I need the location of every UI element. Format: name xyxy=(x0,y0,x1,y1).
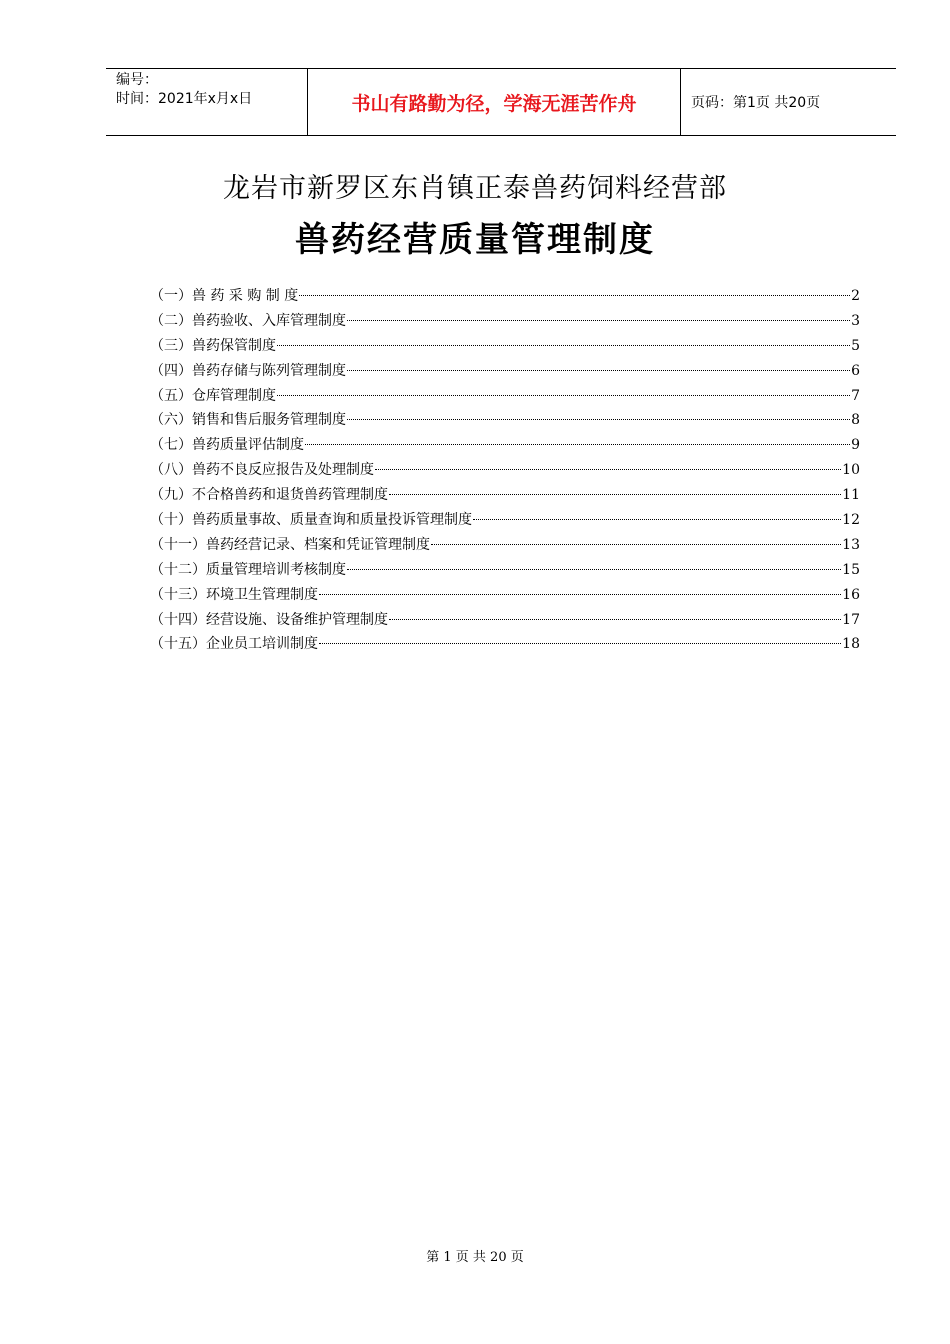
serial-label: 编号： xyxy=(116,72,158,88)
header-page-label: 页码：第1页 共20页 xyxy=(691,95,821,111)
toc-leader xyxy=(277,395,850,396)
toc-leader xyxy=(299,295,850,296)
toc-leader xyxy=(319,643,841,644)
toc-entry[interactable]: （四）兽药存储与陈列管理制度 6 xyxy=(150,362,860,379)
toc-entry[interactable]: （一）兽 药 采 购 制 度 2 xyxy=(150,288,860,304)
toc-entry[interactable]: （十一）兽药经营记录、档案和凭证管理制度 13 xyxy=(150,536,860,553)
company-title: 龙岩市新罗区东肖镇正泰兽药饲料经营部 xyxy=(223,173,727,204)
toc-leader xyxy=(389,494,841,495)
toc-entry[interactable]: （十四）经营设施、设备维护管理制度 17 xyxy=(150,611,860,628)
header-meta xyxy=(106,69,308,135)
toc-entry[interactable]: （十五）企业员工培训制度 18 xyxy=(150,636,860,653)
toc-leader xyxy=(473,519,841,520)
toc-entry[interactable]: （六）销售和售后服务管理制度 8 xyxy=(150,412,860,429)
page-footer: 第 1 页 共 20 页 xyxy=(426,1250,524,1265)
toc-leader xyxy=(347,419,850,420)
document-title: 兽药经营质量管理制度 xyxy=(295,220,655,260)
toc-entry[interactable]: （五）仓库管理制度 7 xyxy=(150,387,860,404)
page-header xyxy=(106,68,896,136)
toc-leader xyxy=(277,345,850,346)
toc-entry[interactable]: （七）兽药质量评估制度 9 xyxy=(150,437,860,454)
toc-entry[interactable]: （三）兽药保管制度 5 xyxy=(150,337,860,354)
toc-entry[interactable]: （九）不合格兽药和退货兽药管理制度 11 xyxy=(150,487,860,504)
toc-leader xyxy=(347,370,850,371)
time-label: 时间：2021年x月x日 xyxy=(116,91,253,107)
toc-leader xyxy=(347,320,850,321)
toc-entry[interactable]: （十）兽药质量事故、质量查询和质量投诉管理制度 12 xyxy=(150,512,860,529)
toc-entry[interactable]: （二）兽药验收、入库管理制度 3 xyxy=(150,312,860,329)
toc-leader xyxy=(431,544,841,545)
toc-leader xyxy=(375,469,841,470)
toc-entry[interactable]: （八）兽药不良反应报告及处理制度 10 xyxy=(150,462,860,479)
toc-leader xyxy=(347,569,841,570)
toc-entry[interactable]: （十二）质量管理培训考核制度 15 xyxy=(150,561,860,578)
toc-entry[interactable]: （十三）环境卫生管理制度 16 xyxy=(150,586,860,603)
table-of-contents xyxy=(150,284,860,657)
toc-leader xyxy=(389,619,841,620)
toc-leader xyxy=(305,444,850,445)
header-motto: 书山有路勤为径，学海无涯苦作舟 xyxy=(308,69,681,135)
toc-leader xyxy=(319,594,841,595)
